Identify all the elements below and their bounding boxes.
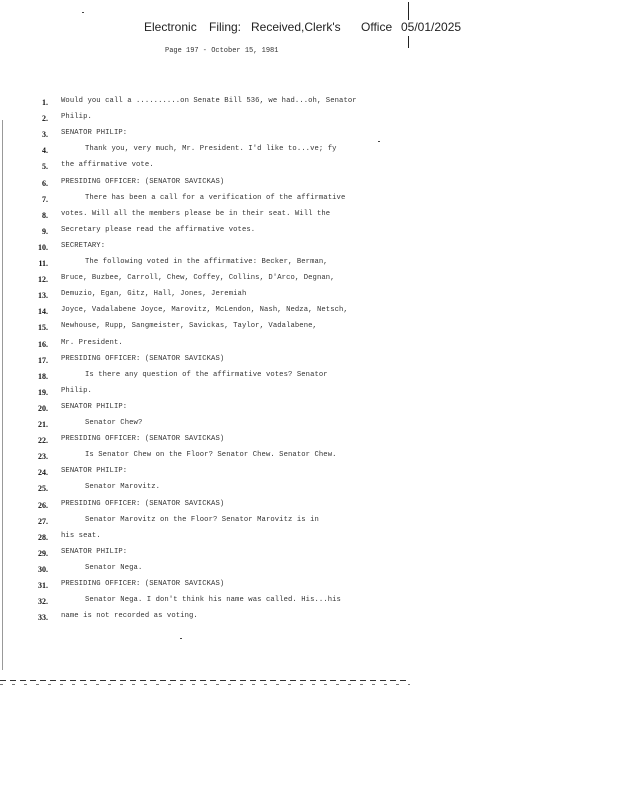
transcript-line [0,305,618,319]
transcript-line [0,595,618,609]
header-electronic: Electronic [144,20,197,34]
scan-speck [180,638,182,639]
line-number: 16. [38,339,48,349]
line-number: 15. [38,323,48,333]
line-number: 13. [38,291,48,301]
line-number: 2. [42,114,48,124]
line-text: name is not recorded as voting. [61,612,198,621]
transcript-line [0,499,618,513]
line-number: 10. [38,242,48,252]
line-number: 5. [42,162,48,172]
line-text: Secretary please read the affirmative votes. [61,225,256,234]
transcript-line [0,273,618,287]
line-number: 33. [38,613,48,623]
transcript-line [0,611,618,625]
line-number: 17. [38,355,48,365]
line-text: votes. Will all the members please be in their seat. Will the [61,209,331,218]
line-text: PRESIDING OFFICER: (SENATOR SAVICKAS) [61,499,225,508]
transcript-line [0,160,618,174]
line-text: PRESIDING OFFICER: (SENATOR SAVICKAS) [61,435,225,444]
line-text: Mr. President. [61,338,123,347]
transcript-line [0,531,618,545]
line-text: Joyce, Vadalabene Joyce, Marovitz, McLendon, Nash, Nedza, Netsch, [61,306,348,315]
line-text: SECRETARY: [61,241,106,250]
transcript-line [0,386,618,400]
line-number: 4. [42,146,48,156]
line-number: 22. [38,436,48,446]
line-number: 18. [38,371,48,381]
transcript-line [0,418,618,432]
line-text: SENATOR PHILIP: [61,547,128,556]
line-text: SENATOR PHILIP: [61,402,128,411]
transcript-line [0,563,618,577]
header-office: Office [361,20,393,34]
transcript-line [0,321,618,335]
line-text: PRESIDING OFFICER: (SENATOR SAVICKAS) [61,354,225,363]
line-number: 26. [38,500,48,510]
scan-bottom-edge-2 [0,684,410,685]
header-filing: Filing: [209,20,242,34]
line-number: 3. [42,130,48,140]
filing-header [0,20,618,38]
transcript-line [0,289,618,303]
transcript-line [0,209,618,223]
line-text: the affirmative vote. [61,161,154,170]
transcript-line [0,257,618,271]
line-number: 27. [38,516,48,526]
line-number: 31. [38,581,48,590]
line-number: 19. [38,387,48,397]
line-text: Senator Nega. I don't think his name was called. His...his [85,596,341,605]
line-number: 14. [38,307,48,317]
transcript-line [0,547,618,561]
line-number: 25. [38,484,48,494]
transcript-line [0,354,618,368]
line-text: Is Senator Chew on the Floor? Senator Chew. Senator Chew. [85,451,337,460]
line-number: 23. [38,452,48,462]
transcript-line [0,450,618,464]
scan-bottom-edge [0,680,410,681]
line-number: 28. [38,532,48,542]
transcript-line [0,402,618,416]
line-text: Philip. [61,113,92,122]
line-text: his seat. [61,531,101,540]
transcript-line [0,579,618,593]
transcript-line [0,96,618,110]
line-text: SENATOR PHILIP: [61,129,128,138]
line-number: 20. [38,403,48,413]
line-number: 21. [38,420,48,429]
line-number: 30. [38,564,48,574]
transcript-line [0,370,618,384]
transcript-line [0,482,618,496]
line-number: 29. [38,548,48,558]
transcript-line [0,434,618,448]
line-text: Senator Nega. [85,563,143,572]
line-number: 1. [42,98,48,107]
transcript-line [0,515,618,529]
line-text: Philip. [61,386,92,395]
line-number: 24. [38,468,48,478]
line-text: PRESIDING OFFICER: (SENATOR SAVICKAS) [61,580,225,588]
line-text: Is there any question of the affirmative votes? Senator [85,370,328,379]
scan-speck [378,141,380,142]
line-text: Senator Chew? [85,419,143,427]
line-text: The following voted in the affirmative: Becker, Berman, [85,258,328,266]
line-text: Newhouse, Rupp, Sangmeister, Savickas, Taylor, Vadalabene, [61,322,317,331]
line-text: PRESIDING OFFICER: (SENATOR SAVICKAS) [61,177,225,186]
transcript-line [0,193,618,207]
line-text: Senator Marovitz. [85,483,161,492]
transcript-line [0,144,618,158]
scan-edge-top [408,2,409,20]
line-number: 7. [42,194,48,204]
transcript-line [0,177,618,191]
line-text: Thank you, very much, Mr. President. I'd like to...ve; fy [85,145,337,154]
line-number: 32. [38,597,48,607]
scan-edge-mid [408,36,409,48]
line-text: Demuzio, Egan, Gitz, Hall, Jones, Jeremiah [61,290,247,299]
line-text: Bruce, Buzbee, Carroll, Chew, Coffey, Collins, D'Arco, Degnan, [61,274,335,283]
transcript-line [0,241,618,255]
transcript-line [0,112,618,126]
scan-edge-left [2,120,3,670]
header-received: Received,Clerk's [251,20,341,34]
line-text: Senator Marovitz on the Floor? Senator Marovitz is in [85,515,319,524]
transcript-line [0,338,618,352]
line-number: 11. [38,259,48,268]
transcript-line [0,225,618,239]
line-text: There has been a call for a verification of the affirmative [85,193,346,202]
header-date: 05/01/2025 [401,20,462,34]
transcript-line [0,466,618,480]
line-number: 8. [42,210,48,220]
line-number: 6. [42,178,48,188]
line-text: SENATOR PHILIP: [61,467,128,476]
transcript-line [0,128,618,142]
page-subheader: Page 197 - October 15, 1981 [165,47,279,55]
scan-speck [82,12,84,13]
line-number: 9. [42,226,48,236]
line-text: Would you call a ..........on Senate Bill 536, we had...oh, Senator [61,97,357,105]
line-number: 12. [38,275,48,285]
